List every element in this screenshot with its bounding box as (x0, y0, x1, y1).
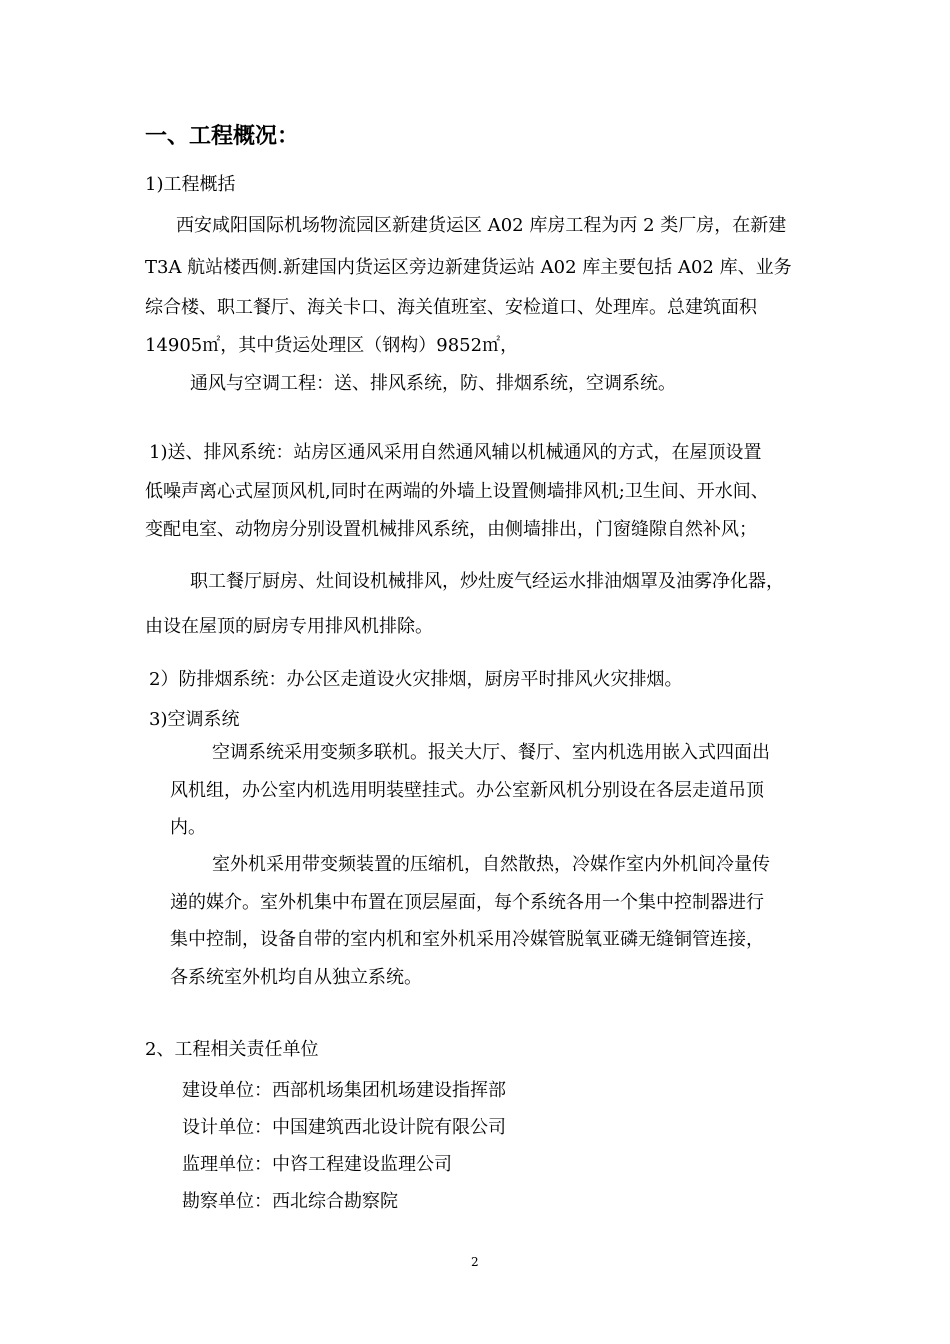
unit-supervision: 监理单位：中咨工程建设监理公司 (182, 1154, 452, 1175)
ventilation-line1: 1)送、排风系统：站房区通风采用自然通风辅以机械通风的方式，在屋顶设置 (149, 442, 762, 463)
ac-para2-line3: 集中控制，设备自带的室内机和室外机采用冷媒管脱氧亚磷无缝铜管连接， (170, 929, 764, 950)
kitchen-line2: 由设在屋顶的厨房专用排风机排除。 (145, 616, 433, 637)
units-heading: 2、工程相关责任单位 (145, 1039, 319, 1060)
section-title: 一、工程概况： (145, 123, 300, 149)
unit-design: 设计单位：中国建筑西北设计院有限公司 (182, 1117, 506, 1138)
ac-para1-line1: 空调系统采用变频多联机。报关大厅、餐厅、室内机选用嵌入式四面出 (212, 742, 770, 763)
ac-para2-line4: 各系统室外机均自从独立系统。 (170, 967, 422, 988)
ac-para2-line1: 室外机采用带变频装置的压缩机，自然散热，冷媒作室内外机间冷量传 (212, 854, 770, 875)
ventilation-line3: 变配电室、动物房分别设置机械排风系统，由侧墙排出，门窗缝隙自然补风； (145, 519, 757, 540)
overview-heading: 1)工程概括 (145, 174, 236, 195)
overview-para1-line4: 14905㎡，其中货运处理区（钢构）9852㎡， (145, 335, 519, 356)
ac-para1-line2: 风机组，办公室内机选用明装壁挂式。办公室新风机分别设在各层走道吊顶 (170, 780, 764, 801)
ac-para2-line2: 递的媒介。室外机集中布置在顶层屋面，每个系统各用一个集中控制器进行 (170, 892, 764, 913)
overview-para1-line3: 综合楼、职工餐厅、海关卡口、海关值班室、安检道口、处理库。总建筑面积 (145, 297, 757, 318)
overview-para1-line1: 西安咸阳国际机场物流园区新建货运区 A02 库房工程为丙 2 类厂房，在新建 (176, 215, 787, 236)
ventilation-line2: 低噪声离心式屋顶风机,同时在两端的外墙上设置侧墙排风机;卫生间、开水间、 (145, 481, 769, 502)
overview-para2: 通风与空调工程：送、排风系统，防、排烟系统，空调系统。 (190, 373, 676, 394)
ac-para1-line3: 内。 (170, 817, 206, 838)
kitchen-line1: 职工餐厅厨房、灶间设机械排风，炒灶废气经运水排油烟罩及油雾净化器， (190, 571, 784, 592)
unit-construction: 建设单位：西部机场集团机场建设指挥部 (182, 1080, 506, 1101)
overview-para1-line2: T3A 航站楼西侧.新建国内货运区旁边新建货运站 A02 库主要包括 A02 库、业务 (145, 257, 792, 278)
ac-heading: 3)空调系统 (149, 709, 240, 730)
page-number: 2 (471, 1255, 479, 1269)
unit-survey: 勘察单位：西北综合勘察院 (182, 1191, 398, 1212)
smoke-exhaust-text: 2）防排烟系统：办公区走道设火灾排烟，厨房平时排风火灾排烟。 (149, 669, 683, 690)
